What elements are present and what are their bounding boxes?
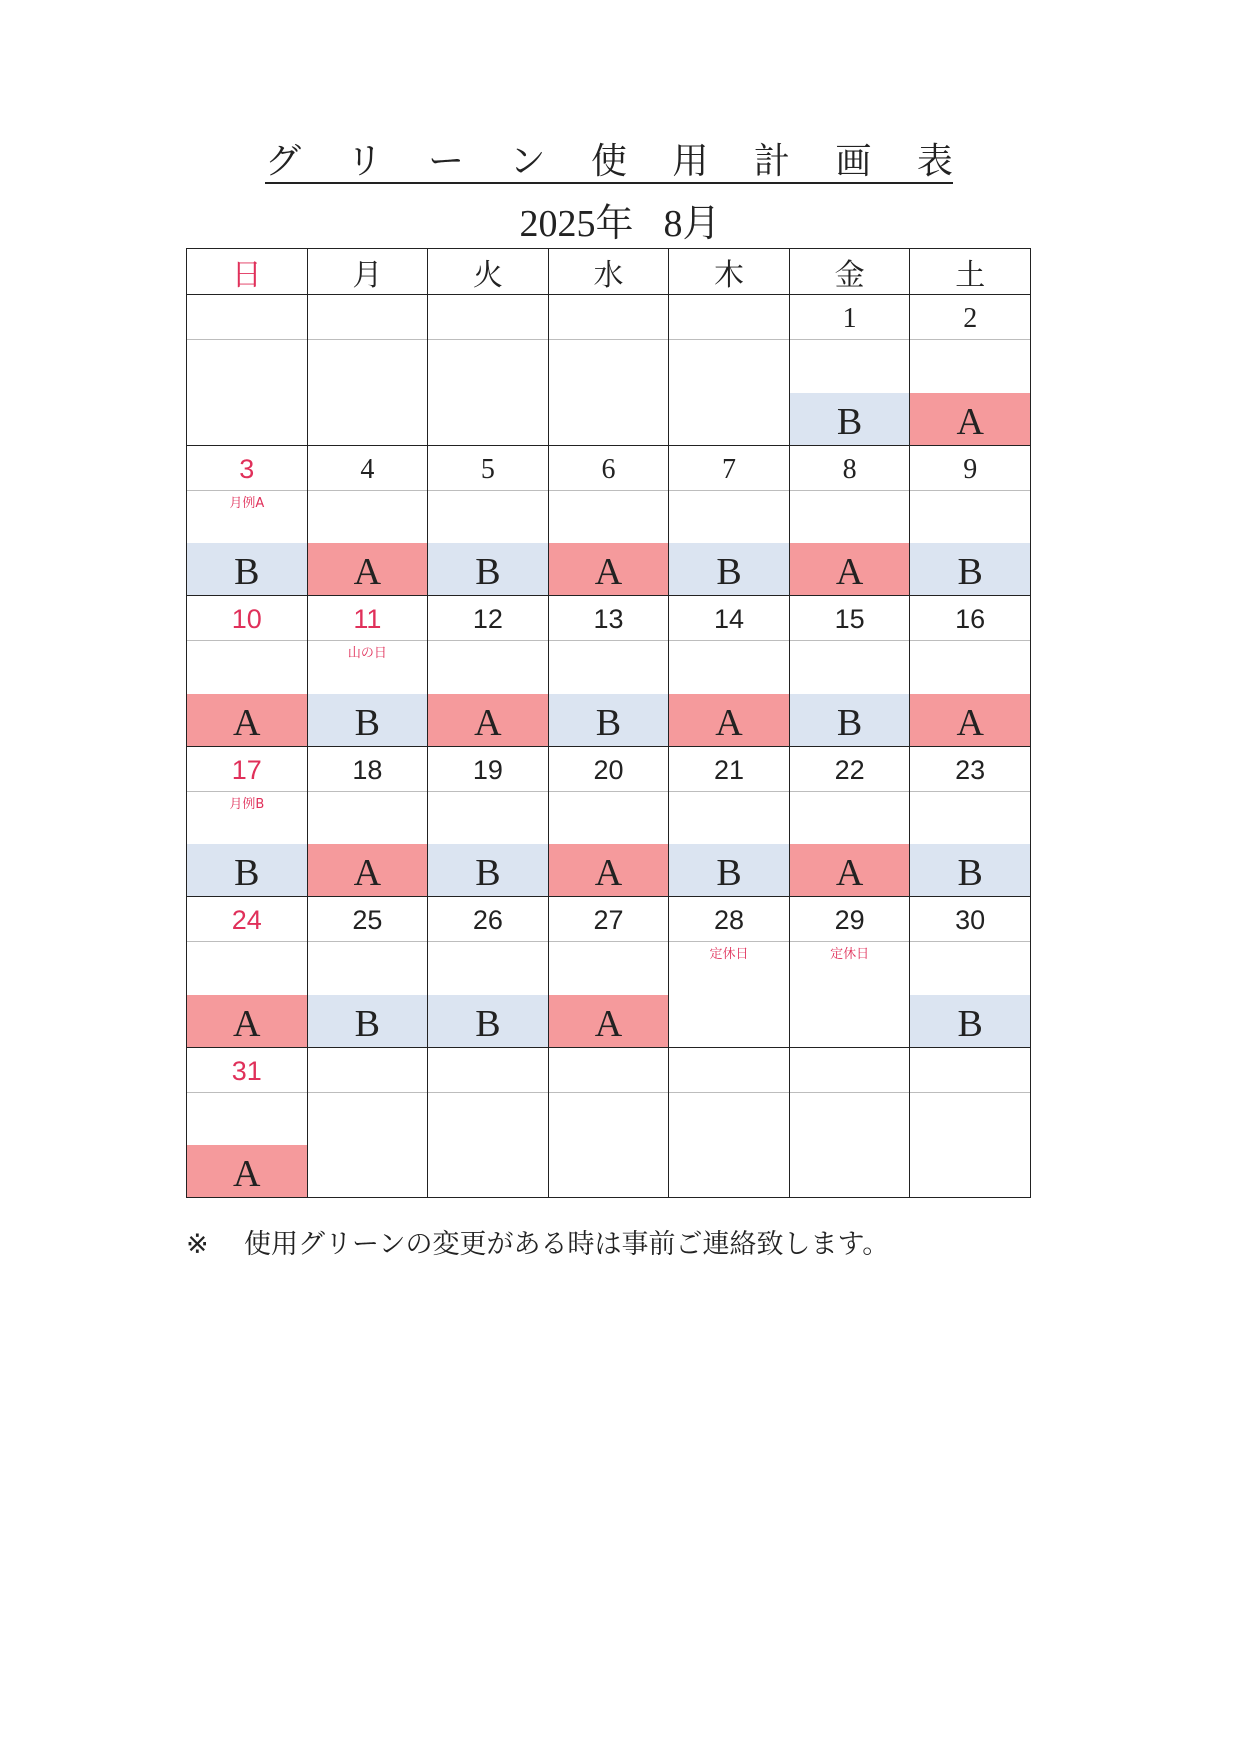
green-assignment-band: B (308, 694, 428, 746)
day-cell (789, 295, 910, 446)
day-number: 13 (593, 604, 624, 634)
day-number: 29 (834, 905, 865, 935)
empty-day-cell (548, 1047, 669, 1198)
day-cell (910, 746, 1031, 897)
day-number: 4 (360, 453, 375, 485)
day-cell (669, 596, 790, 747)
day-cell (669, 445, 790, 596)
day-cell (428, 746, 549, 897)
day-number: 6 (601, 453, 616, 485)
title-char: 使 (590, 141, 627, 182)
day-number: 8 (842, 453, 857, 485)
day-number: 10 (231, 604, 262, 634)
day-number: 2 (963, 303, 978, 334)
weekday-sunday: 日 (187, 249, 308, 295)
green-assignment-band: A (910, 393, 1030, 445)
title-char: 用 (672, 141, 709, 182)
green-assignment-band: A (308, 844, 428, 896)
weekday-friday: 金 (789, 249, 910, 295)
day-cell (187, 596, 308, 747)
year-label: 2025年 (519, 203, 634, 245)
green-assignment-band: B (308, 995, 428, 1047)
day-number: 19 (472, 754, 503, 785)
green-assignment-band: B (428, 995, 548, 1047)
green-assignment-band: A (187, 995, 307, 1047)
empty-day-cell (428, 1047, 549, 1198)
weekday-tuesday: 火 (428, 249, 549, 295)
day-number: 17 (231, 754, 262, 785)
day-note: 定休日 (830, 947, 870, 962)
day-number: 25 (352, 905, 383, 935)
green-assignment-band: B (549, 694, 669, 746)
day-number: 31 (231, 1055, 262, 1086)
green-assignment-band: B (669, 543, 789, 595)
empty-day-cell (669, 295, 790, 446)
week-row (187, 596, 1031, 747)
day-number: 21 (714, 754, 745, 785)
empty-day-cell (428, 295, 549, 446)
day-cell (669, 746, 790, 897)
day-cell (910, 445, 1031, 596)
day-number: 12 (472, 604, 503, 634)
title-char: 画 (835, 141, 872, 182)
green-assignment-band: A (549, 844, 669, 896)
day-cell (187, 897, 308, 1048)
day-cell (187, 1047, 308, 1198)
green-assignment-band: B (669, 844, 789, 896)
day-number: 22 (834, 754, 865, 785)
day-number: 5 (480, 453, 495, 485)
green-assignment-band: A (790, 543, 910, 595)
day-cell (910, 897, 1031, 1048)
green-assignment-band: B (187, 543, 307, 595)
reference-mark: ※ (186, 1229, 209, 1260)
day-note: 定休日 (709, 947, 749, 962)
weekday-thursday: 木 (669, 249, 790, 295)
day-cell (669, 897, 790, 1048)
day-cell (548, 445, 669, 596)
green-assignment-band: B (790, 393, 910, 445)
week-row (187, 1047, 1031, 1198)
green-assignment-band: A (910, 694, 1030, 746)
green-assignment-band: B (910, 844, 1030, 896)
day-cell (789, 445, 910, 596)
day-cell (307, 746, 428, 897)
title-char: 表 (916, 141, 953, 182)
title-char: ー (427, 141, 464, 182)
weekday-saturday: 土 (910, 249, 1031, 295)
weekday-monday: 月 (307, 249, 428, 295)
empty-day-cell (910, 1047, 1031, 1198)
day-number: 28 (714, 905, 745, 935)
green-assignment-band: B (428, 844, 548, 896)
day-number: 26 (472, 905, 503, 935)
green-assignment-band: B (910, 995, 1030, 1047)
green-assignment-band: A (549, 995, 669, 1047)
day-cell (187, 746, 308, 897)
day-number: 9 (963, 453, 978, 485)
week-row (187, 295, 1031, 446)
day-number: 27 (593, 905, 624, 935)
title-char: グ (265, 141, 302, 182)
empty-day-cell (307, 295, 428, 446)
day-note: 月例A (229, 495, 265, 511)
day-cell (910, 295, 1031, 446)
green-assignment-band: B (187, 844, 307, 896)
green-assignment-band: A (187, 1145, 307, 1197)
title-char: 計 (753, 141, 790, 182)
empty-day-cell (307, 1047, 428, 1198)
footer-note (186, 1222, 1046, 1261)
green-assignment-band: B (790, 694, 910, 746)
day-number: 7 (722, 453, 737, 485)
empty-day-cell (187, 295, 308, 446)
day-cell (307, 897, 428, 1048)
day-note: 月例B (229, 796, 265, 812)
green-assignment-band: A (549, 543, 669, 595)
day-cell (789, 746, 910, 897)
green-assignment-band: B (910, 543, 1030, 595)
day-cell (548, 596, 669, 747)
day-cell (428, 897, 549, 1048)
empty-day-cell (548, 295, 669, 446)
title-char: リ (346, 141, 383, 182)
day-cell (789, 897, 910, 1048)
day-cell (428, 445, 549, 596)
weekday-wednesday: 水 (548, 249, 669, 295)
day-number: 20 (593, 754, 624, 785)
green-assignment-band: A (669, 694, 789, 746)
month-heading (420, 202, 820, 246)
day-number: 16 (955, 604, 986, 634)
day-cell (187, 445, 308, 596)
empty-day-cell (789, 1047, 910, 1198)
calendar-table (186, 248, 1031, 1198)
calendar-body (187, 295, 1031, 1198)
week-row (187, 445, 1031, 596)
week-row (187, 897, 1031, 1048)
day-number: 11 (353, 604, 382, 634)
green-assignment-band: A (187, 694, 307, 746)
day-cell (789, 596, 910, 747)
title-char: ン (509, 141, 546, 182)
day-number: 18 (352, 754, 383, 785)
day-cell (307, 445, 428, 596)
day-number: 3 (239, 453, 255, 484)
day-number: 24 (231, 905, 262, 935)
day-number: 23 (955, 754, 986, 785)
page-title (265, 138, 953, 184)
day-number: 15 (834, 604, 865, 634)
day-cell (910, 596, 1031, 747)
month-label: 8月 (663, 203, 721, 245)
empty-day-cell (669, 1047, 790, 1198)
day-cell (428, 596, 549, 747)
day-number: 14 (714, 604, 745, 634)
green-assignment-band: A (790, 844, 910, 896)
green-assignment-band: B (428, 543, 548, 595)
green-assignment-band: A (428, 694, 548, 746)
week-row (187, 746, 1031, 897)
day-number: 30 (955, 905, 986, 935)
weekday-header-row (187, 249, 1031, 295)
day-number: 1 (842, 303, 857, 334)
day-cell (548, 746, 669, 897)
day-cell (307, 596, 428, 747)
day-note: 山の日 (347, 646, 387, 661)
footer-text: 使用グリーンの変更がある時は事前ご連絡致します。 (244, 1229, 890, 1260)
green-assignment-band: A (308, 543, 428, 595)
day-cell (548, 897, 669, 1048)
